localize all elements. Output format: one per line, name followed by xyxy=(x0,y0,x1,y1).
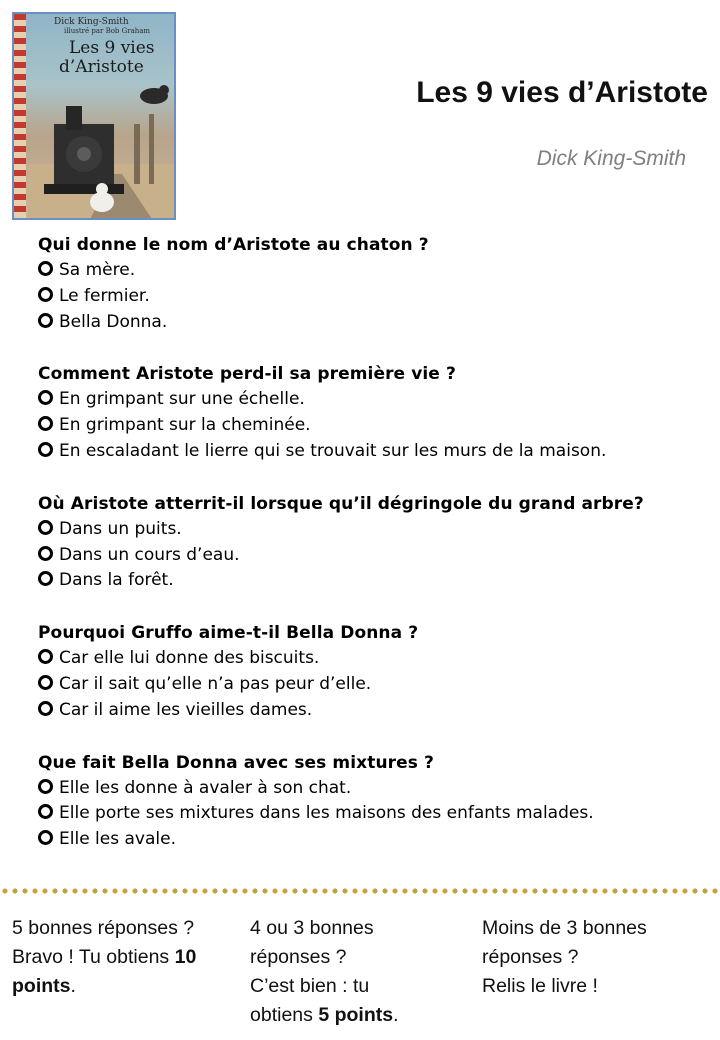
answer-option[interactable] xyxy=(38,517,708,543)
answer-label: Sa mère. xyxy=(59,260,136,280)
quiz xyxy=(38,232,708,879)
question-text: Où Aristote atterrit-il lorsque qu’il dégringole du grand arbre? xyxy=(38,493,644,514)
question-text: Comment Aristote perd-il sa première vie ? xyxy=(38,364,456,385)
question-block xyxy=(38,232,708,335)
radio-circle-icon[interactable] xyxy=(38,261,53,276)
score-five xyxy=(12,914,196,1001)
cover-title-line2: d’Aristote xyxy=(59,57,144,77)
score-text: Bravo ! Tu obtiens 10 xyxy=(12,946,197,968)
answer-option[interactable] xyxy=(38,258,708,284)
cover-title-line1: Les 9 vies xyxy=(69,38,155,58)
answer-label: Dans un puits. xyxy=(59,518,182,539)
answer-option[interactable] xyxy=(38,776,708,802)
answer-option[interactable] xyxy=(38,698,708,724)
question-text: Que fait Bella Donna avec ses mixtures ? xyxy=(38,752,434,773)
book-cover-image xyxy=(12,12,176,220)
score-points: points xyxy=(12,975,71,997)
dotted-divider xyxy=(0,888,720,894)
radio-circle-icon[interactable] xyxy=(38,442,53,457)
radio-circle-icon[interactable] xyxy=(38,416,53,431)
answer-label: Car elle lui donne des biscuits. xyxy=(59,648,320,669)
score-four-three xyxy=(250,914,399,1030)
score-text: C’est bien : tu xyxy=(250,975,370,997)
score-points: 10 xyxy=(174,946,197,968)
answer-label: Car il sait qu’elle n’a pas peur d’elle. xyxy=(59,673,372,694)
answer-option[interactable] xyxy=(38,439,708,465)
score-text: 5 bonnes réponses ? xyxy=(12,917,195,939)
score-text: obtiens 5 points. xyxy=(250,1004,399,1026)
answer-option[interactable] xyxy=(38,801,708,827)
answer-option[interactable] xyxy=(38,646,708,672)
score-text: 4 ou 3 bonnes xyxy=(250,917,374,939)
answer-label: Car il aime les vieilles dames. xyxy=(59,699,313,720)
answer-option[interactable] xyxy=(38,672,708,698)
answer-option[interactable] xyxy=(38,387,708,413)
answer-label: Dans un cours d’eau. xyxy=(59,544,240,565)
question-block xyxy=(38,491,708,594)
cover-illustrator: illustré par Bob Graham xyxy=(64,27,151,35)
question-block xyxy=(38,361,708,464)
radio-circle-icon[interactable] xyxy=(38,779,53,794)
answer-option[interactable] xyxy=(38,310,708,336)
answer-label: Elle les avale. xyxy=(59,829,176,850)
radio-circle-icon[interactable] xyxy=(38,804,53,819)
radio-circle-icon[interactable] xyxy=(38,649,53,664)
radio-circle-icon[interactable] xyxy=(38,390,53,405)
answer-label: En escaladant le lierre qui se trouvait sur les murs de la maison. xyxy=(59,440,607,461)
answer-option[interactable] xyxy=(38,284,708,310)
score-text: points. xyxy=(12,975,76,997)
radio-circle-icon[interactable] xyxy=(38,546,53,561)
score-less xyxy=(482,914,647,1001)
question-block xyxy=(38,620,708,723)
answer-label: Le fermier. xyxy=(59,285,150,306)
radio-circle-icon[interactable] xyxy=(38,313,53,328)
page-title: Les 9 vies d’Aristote xyxy=(416,76,708,109)
radio-circle-icon[interactable] xyxy=(38,701,53,716)
book-author: Dick King-Smith xyxy=(536,147,686,170)
radio-circle-icon[interactable] xyxy=(38,675,53,690)
score-text: Moins de 3 bonnes xyxy=(482,917,647,939)
score-text: Relis le livre ! xyxy=(482,975,598,997)
radio-circle-icon[interactable] xyxy=(38,830,53,845)
answer-option[interactable] xyxy=(38,543,708,569)
answer-label: Dans la forêt. xyxy=(59,570,174,591)
question-text: Qui donne le nom d’Aristote au chaton ? xyxy=(38,235,429,255)
answer-label: En grimpant sur la cheminée. xyxy=(59,415,311,436)
score-text: réponses ? xyxy=(482,946,579,968)
question-text: Pourquoi Gruffo aime-t-il Bella Donna ? xyxy=(38,623,419,644)
cover-spine xyxy=(14,14,26,218)
score-text: réponses ? xyxy=(250,946,347,968)
radio-circle-icon[interactable] xyxy=(38,571,53,586)
answer-option[interactable] xyxy=(38,568,708,594)
cover-author: Dick King-Smith xyxy=(54,17,129,27)
question-block xyxy=(38,750,708,853)
radio-circle-icon[interactable] xyxy=(38,520,53,535)
answer-label: Bella Donna. xyxy=(59,311,168,332)
answer-option[interactable] xyxy=(38,413,708,439)
radio-circle-icon[interactable] xyxy=(38,287,53,302)
answer-label: En grimpant sur une échelle. xyxy=(59,389,305,410)
answer-label: Elle les donne à avaler à son chat. xyxy=(59,777,352,798)
answer-label: Elle porte ses mixtures dans les maisons des enfants malades. xyxy=(59,803,594,824)
answer-option[interactable] xyxy=(38,827,708,853)
score-points: 5 points xyxy=(318,1004,394,1026)
